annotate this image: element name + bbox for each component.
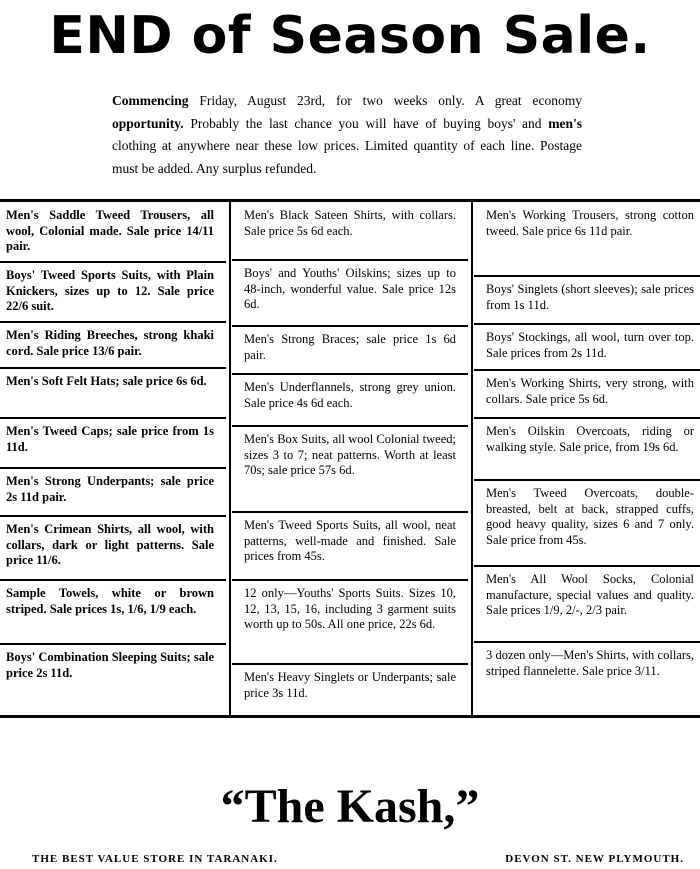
store-slogan: THE BEST VALUE STORE IN TARANAKI. bbox=[32, 853, 278, 865]
listing-cell bbox=[232, 665, 468, 715]
listing-text: Boys' Singlets (short sleeves); sale prices from 1s 11d. bbox=[486, 282, 694, 312]
listing-text: Boys' and Youths' Oilskins; sizes up to 48-inch, wonderful value. Sale price 12s 6d. bbox=[244, 266, 456, 311]
listing-text: Men's Crimean Shirts, all wool, with collars, dark or light patterns. Sale price 11/6. bbox=[6, 522, 214, 567]
intro-paragraph bbox=[112, 90, 582, 180]
listing-cell bbox=[474, 567, 700, 643]
column-divider bbox=[229, 200, 231, 716]
listing-cell bbox=[0, 323, 226, 369]
sale-headline: END of Season Sale. bbox=[49, 6, 651, 66]
listing-text: Men's Saddle Tweed Trousers, all wool, Colonial made. Sale price 14/11 pair. bbox=[6, 208, 214, 253]
listing-cell bbox=[474, 481, 700, 567]
listing-cell bbox=[474, 277, 700, 325]
column-3 bbox=[474, 203, 700, 715]
listing-text: Men's Working Trousers, strong cotton tweed. Sale price 6s 11d pair. bbox=[486, 208, 694, 238]
intro-bold-2: opportunity. bbox=[112, 115, 184, 131]
intro-bold-3: men's bbox=[548, 115, 582, 131]
listing-cell bbox=[474, 643, 700, 715]
listing-cell bbox=[474, 419, 700, 481]
store-address: DEVON ST. NEW PLYMOUTH. bbox=[505, 853, 684, 865]
listing-text: Men's Tweed Overcoats, double-breasted, belt at back, strapped cuffs, good heavy quality, sizes 6 and 7 only. Sale price from 45s. bbox=[486, 486, 694, 547]
store-name: “The Kash,” bbox=[220, 780, 480, 833]
listing-text: Men's Riding Breeches, strong khaki cord. Sale price 13/6 pair. bbox=[6, 328, 214, 358]
listing-cell bbox=[0, 263, 226, 323]
listing-cell bbox=[474, 203, 700, 277]
listing-cell bbox=[0, 581, 226, 645]
intro-text-1: Friday, August 23rd, for two weeks only. A great economy bbox=[188, 93, 582, 108]
listing-text: Men's Tweed Sports Suits, all wool, neat patterns, well-made and finished. Sale prices from 45s. bbox=[244, 518, 456, 563]
listing-text: Men's Box Suits, all wool Colonial tweed; sizes 3 to 7; neat patterns. Worth at least 70s; sale price 57s 6d. bbox=[244, 432, 456, 477]
listing-text: Men's Underflannels, strong grey union. Sale price 4s 6d each. bbox=[244, 380, 456, 410]
listing-text: Men's Soft Felt Hats; sale price 6s 6d. bbox=[6, 374, 207, 388]
listing-text: Men's Oilskin Overcoats, riding or walking style. Sale price, from 19s 6d. bbox=[486, 424, 694, 454]
listing-cell bbox=[474, 325, 700, 371]
listing-text: Sample Towels, white or brown striped. Sale prices 1s, 1/6, 1/9 each. bbox=[6, 586, 214, 616]
listing-cell bbox=[232, 327, 468, 375]
listing-cell bbox=[0, 645, 226, 715]
column-2 bbox=[232, 203, 468, 715]
listing-text: Men's All Wool Socks, Colonial manufacture, special values and quality. Sale prices 1/9, 2/-, 2/3 pair. bbox=[486, 572, 694, 617]
listing-text: Men's Strong Braces; sale price 1s 6d pair. bbox=[244, 332, 456, 362]
listing-text: Men's Strong Underpants; sale price 2s 11d pair. bbox=[6, 474, 214, 504]
intro-text-2: Probably the last chance you will have of buying boys' and bbox=[183, 115, 549, 131]
listing-cell bbox=[0, 469, 226, 517]
listing-cell bbox=[232, 427, 468, 513]
listing-cell bbox=[232, 513, 468, 581]
listing-cell bbox=[0, 203, 226, 263]
listing-text: Men's Black Sateen Shirts, with collars. Sale price 5s 6d each. bbox=[244, 208, 456, 238]
listing-text: 12 only—Youths' Sports Suits. Sizes 10, 12, 13, 15, 16, including 3 garment suits worth up to 50s. All one price, 22s 6d. bbox=[244, 586, 456, 631]
listing-text: Boys' Tweed Sports Suits, with Plain Knickers, sizes up to 12. Sale price 22/6 suit. bbox=[6, 268, 214, 313]
top-rule bbox=[0, 199, 700, 202]
listing-text: Men's Heavy Singlets or Underpants; sale price 3s 11d. bbox=[244, 670, 456, 700]
intro-text-3: clothing at anywhere near these low prices. Limited quantity of each line. Postage must be added. Any surplus refunded. bbox=[112, 138, 582, 176]
listing-text: Boys' Combination Sleeping Suits; sale price 2s 11d. bbox=[6, 650, 214, 680]
listing-cell bbox=[474, 371, 700, 419]
bottom-rule bbox=[0, 715, 700, 718]
listing-text: Boys' Stockings, all wool, turn over top. Sale prices from 2s 11d. bbox=[486, 330, 694, 360]
listing-text: Men's Tweed Caps; sale price from 1s 11d. bbox=[6, 424, 214, 454]
listing-cell bbox=[0, 517, 226, 581]
listing-text: 3 dozen only—Men's Shirts, with collars, striped flannelette. Sale price 3/11. bbox=[486, 648, 694, 678]
listing-cell bbox=[232, 261, 468, 327]
listing-cell bbox=[232, 375, 468, 427]
column-1 bbox=[0, 203, 226, 715]
listing-cell bbox=[232, 581, 468, 665]
column-divider bbox=[471, 200, 473, 716]
listing-cell bbox=[232, 203, 468, 261]
listing-text: Men's Working Shirts, very strong, with collars. Sale price 5s 6d. bbox=[486, 376, 694, 406]
intro-lead: Commencing bbox=[112, 93, 189, 108]
listing-cell bbox=[0, 369, 226, 419]
listing-cell bbox=[0, 419, 226, 469]
